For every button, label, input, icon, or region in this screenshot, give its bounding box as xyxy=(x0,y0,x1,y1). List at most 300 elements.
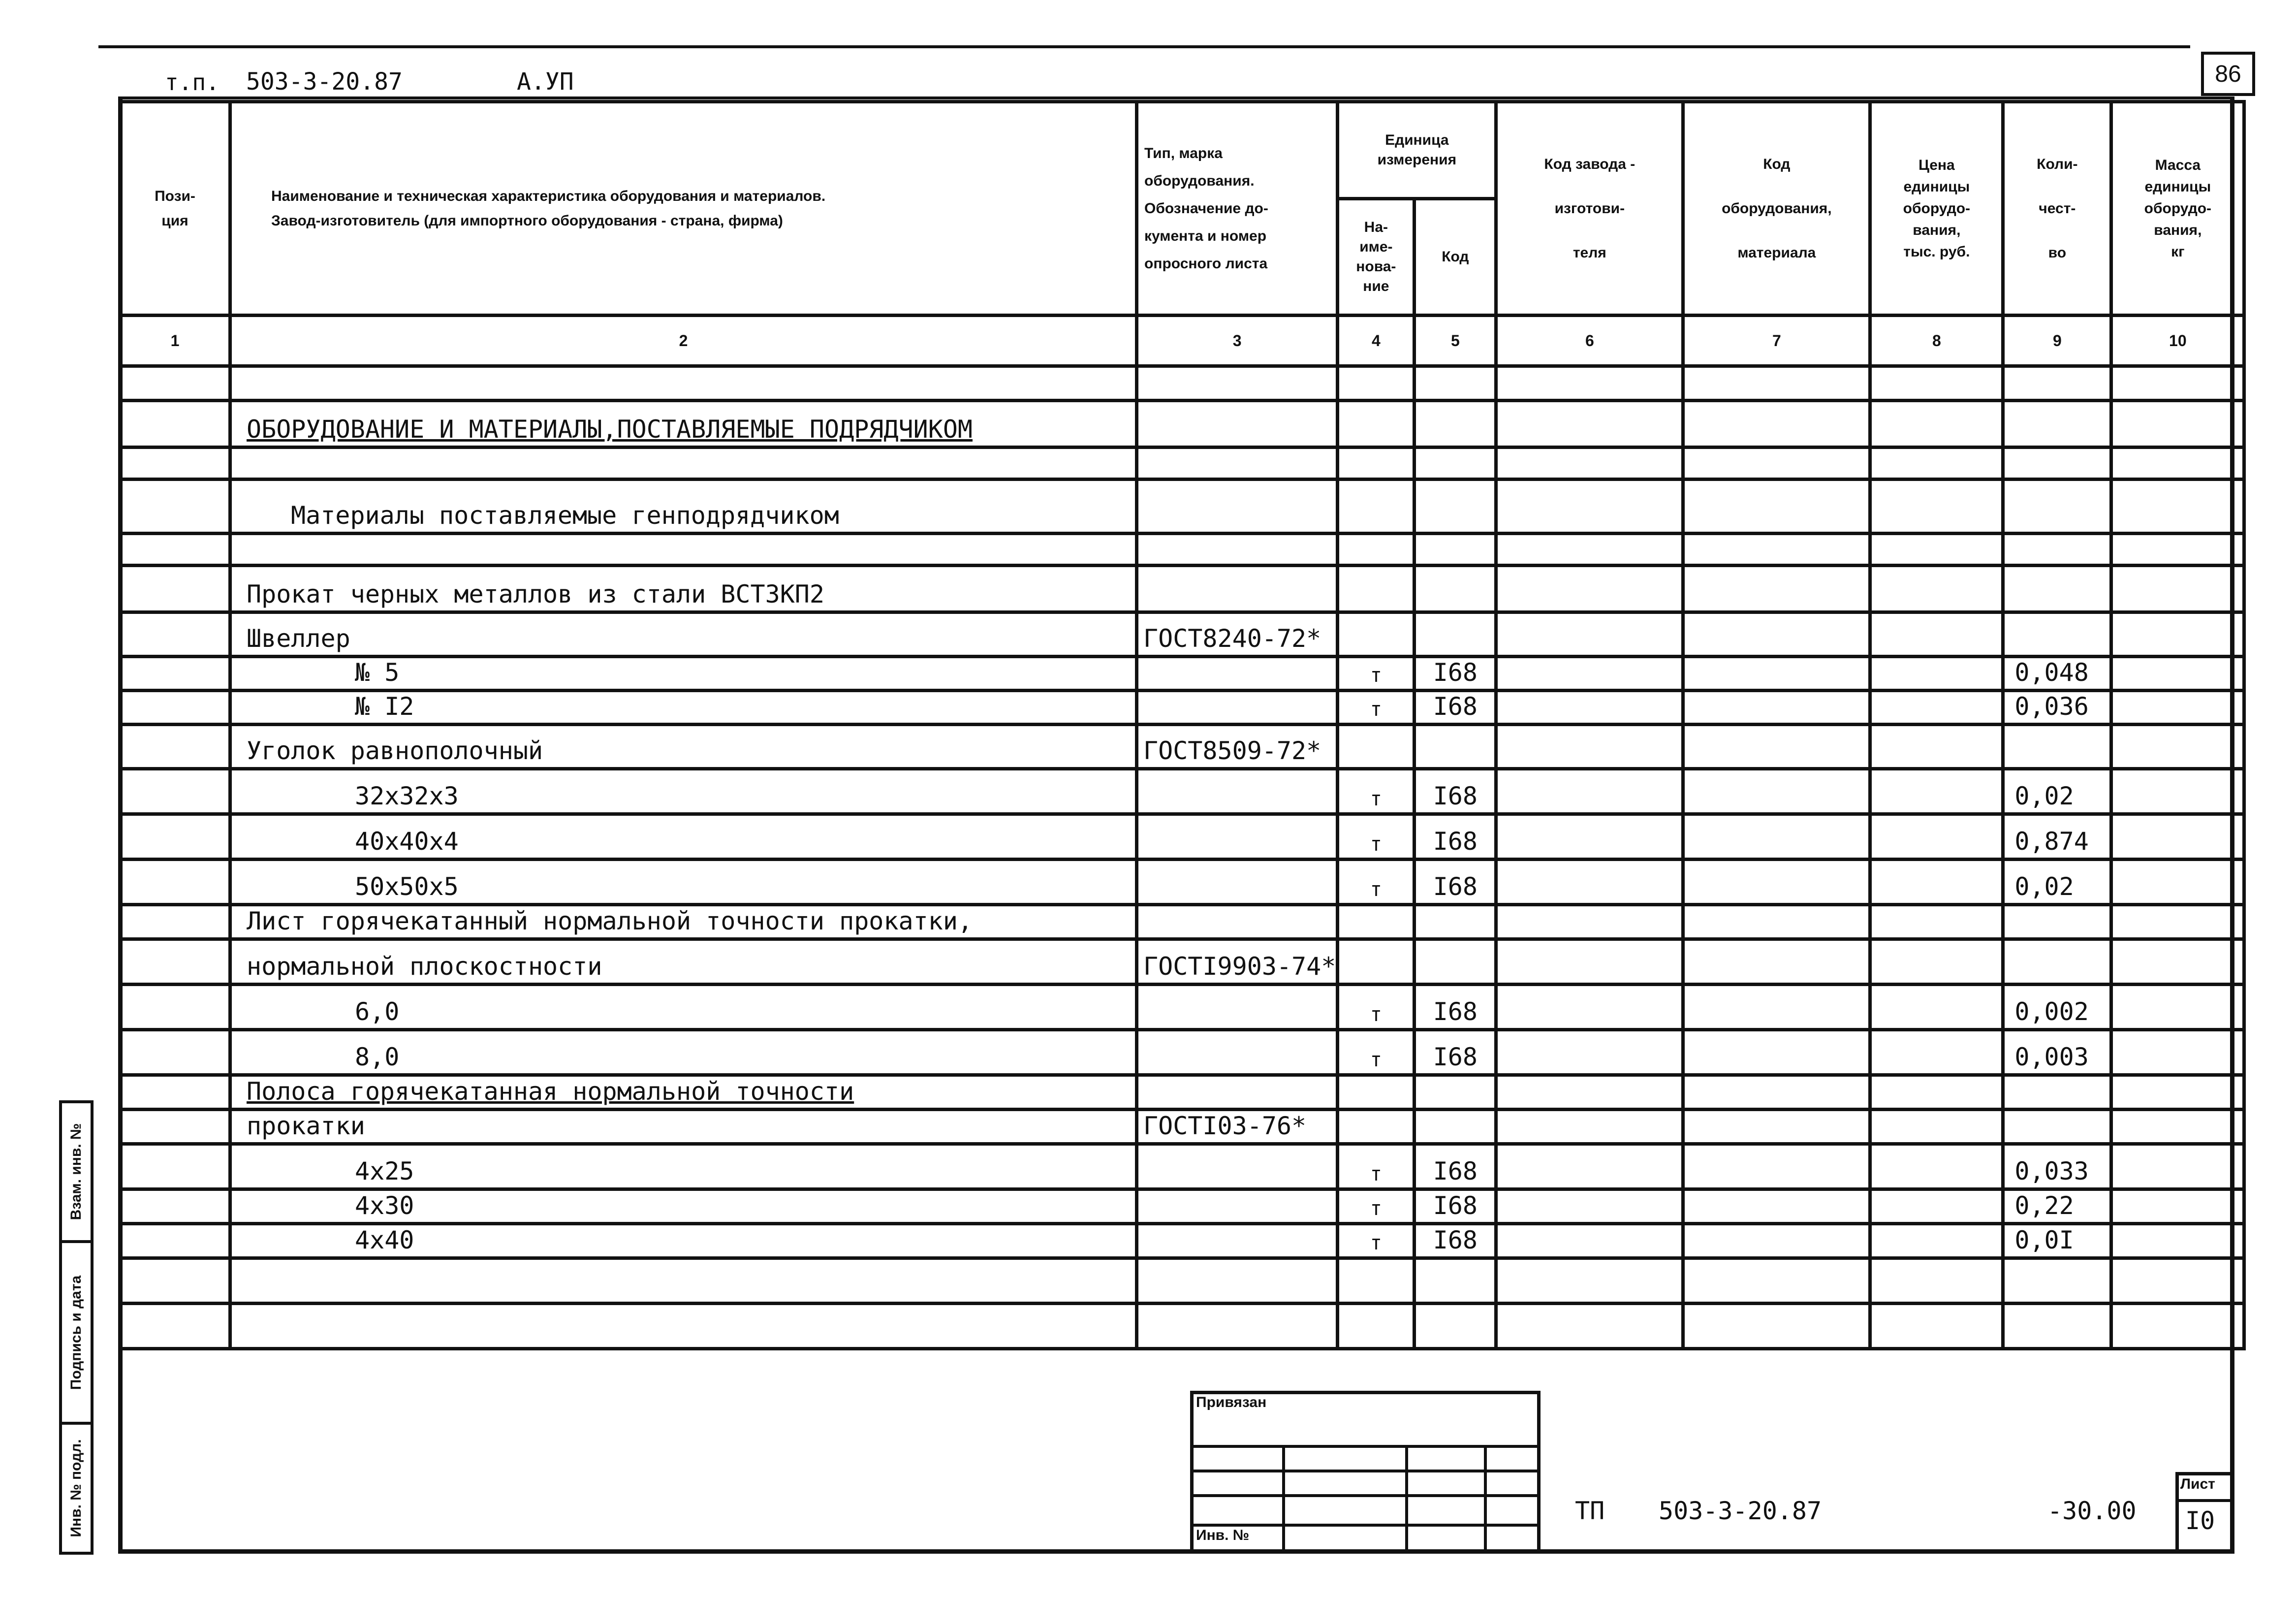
side-label-inv-replaced: Взам. инв. № xyxy=(59,1100,94,1243)
price-cell xyxy=(1870,401,2003,448)
table-row xyxy=(120,448,2244,480)
stamp-divider xyxy=(1282,1445,1285,1554)
unit-name-cell xyxy=(1338,769,1415,814)
doc-designation-cell xyxy=(1137,1075,1338,1110)
doc-designation-cell xyxy=(1137,691,1338,725)
unit-code-cell xyxy=(1415,448,1496,480)
mass-cell xyxy=(2111,612,2244,657)
position-cell xyxy=(120,985,230,1030)
doc-designation-cell xyxy=(1137,534,1338,566)
unit-name-text: т xyxy=(1370,1197,1382,1220)
item-name-text: № I2 xyxy=(355,692,414,721)
quantity-cell xyxy=(2003,1304,2111,1349)
quantity-cell xyxy=(2003,1144,2111,1189)
item-name-cell xyxy=(230,657,1137,691)
item-name-text: № 5 xyxy=(355,658,400,687)
col-number: 7 xyxy=(1683,316,1870,366)
position-cell xyxy=(120,566,230,612)
factory-code-cell xyxy=(1496,1189,1683,1224)
unit-code-cell xyxy=(1415,860,1496,905)
unit-name-text: т xyxy=(1370,1232,1382,1254)
position-cell xyxy=(120,1075,230,1110)
item-name-cell xyxy=(230,814,1137,860)
unit-name-cell xyxy=(1338,612,1415,657)
table-row xyxy=(120,566,2244,612)
unit-name-text: т xyxy=(1370,1049,1382,1071)
item-name-text: прокатки xyxy=(247,1112,365,1140)
material-code-cell xyxy=(1683,725,1870,769)
doc-designation-text: ГОСТI9903-74* xyxy=(1143,952,1336,981)
quantity-cell xyxy=(2003,534,2111,566)
unit-name-text: т xyxy=(1370,833,1382,856)
mass-cell xyxy=(2111,480,2244,534)
item-name-cell xyxy=(230,769,1137,814)
mass-cell xyxy=(2111,725,2244,769)
unit-code-cell xyxy=(1415,657,1496,691)
position-cell xyxy=(120,725,230,769)
mass-cell xyxy=(2111,1224,2244,1258)
item-name-cell xyxy=(230,939,1137,985)
col-unit-code-header: Код xyxy=(1415,199,1496,316)
quantity-cell xyxy=(2003,657,2111,691)
table-row xyxy=(120,1224,2244,1258)
quantity-cell xyxy=(2003,366,2111,401)
doc-designation-cell xyxy=(1137,1189,1338,1224)
unit-code-cell xyxy=(1415,1304,1496,1349)
item-name-cell xyxy=(230,480,1137,534)
doc-designation-text: ГОСТ8240-72* xyxy=(1143,624,1321,653)
unit-code-cell xyxy=(1415,566,1496,612)
factory-code-cell xyxy=(1496,905,1683,939)
price-cell xyxy=(1870,1030,2003,1075)
price-cell xyxy=(1870,939,2003,985)
item-name-cell xyxy=(230,1075,1137,1110)
unit-code-text: I68 xyxy=(1433,692,1478,721)
doc-designation-cell xyxy=(1137,1030,1338,1075)
item-name-cell xyxy=(230,985,1137,1030)
col-price-header: Цена единицы оборудо- вания, тыс. руб. xyxy=(1870,102,2003,316)
unit-code-cell xyxy=(1415,480,1496,534)
sheet-number: I0 xyxy=(2185,1506,2215,1535)
mass-cell xyxy=(2111,1304,2244,1349)
mass-cell xyxy=(2111,534,2244,566)
position-cell xyxy=(120,1304,230,1349)
col-material-code-header: Код оборудования, материала xyxy=(1683,102,1870,316)
table-row xyxy=(120,725,2244,769)
unit-code-text: I68 xyxy=(1433,1226,1478,1254)
factory-code-cell xyxy=(1496,534,1683,566)
unit-code-cell xyxy=(1415,401,1496,448)
item-name-text: 40х40х4 xyxy=(355,827,459,856)
item-name-cell xyxy=(230,1258,1137,1304)
factory-code-cell xyxy=(1496,691,1683,725)
project-code: 503-3-20.87 xyxy=(246,68,403,96)
unit-name-cell xyxy=(1338,939,1415,985)
factory-code-cell xyxy=(1496,1224,1683,1258)
mass-cell xyxy=(2111,1144,2244,1189)
unit-code-text: I68 xyxy=(1433,1157,1478,1185)
doc-designation-cell xyxy=(1137,725,1338,769)
price-cell xyxy=(1870,1258,2003,1304)
top-rule xyxy=(98,45,2190,48)
unit-name-text: т xyxy=(1370,1163,1382,1185)
factory-code-cell xyxy=(1496,448,1683,480)
unit-code-cell xyxy=(1415,905,1496,939)
quantity-text: 0,048 xyxy=(2014,658,2089,687)
mass-cell xyxy=(2111,1189,2244,1224)
quantity-text: 0,22 xyxy=(2014,1191,2074,1220)
unit-name-cell xyxy=(1338,448,1415,480)
price-cell xyxy=(1870,1224,2003,1258)
unit-name-cell xyxy=(1338,725,1415,769)
item-name-cell xyxy=(230,366,1137,401)
table-row xyxy=(120,814,2244,860)
unit-code-cell xyxy=(1415,612,1496,657)
unit-name-cell xyxy=(1338,860,1415,905)
doc-designation-cell xyxy=(1137,1258,1338,1304)
position-cell xyxy=(120,769,230,814)
position-cell xyxy=(120,1189,230,1224)
material-code-cell xyxy=(1683,1304,1870,1349)
quantity-cell xyxy=(2003,612,2111,657)
col-number: 5 xyxy=(1415,316,1496,366)
table-row xyxy=(120,1189,2244,1224)
factory-code-cell xyxy=(1496,1258,1683,1304)
material-code-cell xyxy=(1683,1075,1870,1110)
material-code-cell xyxy=(1683,814,1870,860)
item-name-cell xyxy=(230,725,1137,769)
unit-name-cell xyxy=(1338,1030,1415,1075)
doc-designation-cell xyxy=(1137,366,1338,401)
table-row xyxy=(120,534,2244,566)
quantity-cell xyxy=(2003,1224,2111,1258)
col-number: 4 xyxy=(1338,316,1415,366)
side-label-inv-original: Инв. № подл. xyxy=(59,1422,94,1555)
item-name-text: Материалы поставляемые генподрядчиком xyxy=(291,501,839,530)
album-code: А.УП xyxy=(517,68,574,96)
mass-cell xyxy=(2111,1110,2244,1144)
stamp-series: ТП xyxy=(1575,1497,1605,1525)
stamp-rule xyxy=(1190,1524,1541,1527)
doc-designation-cell xyxy=(1137,985,1338,1030)
material-code-cell xyxy=(1683,1030,1870,1075)
sheet-box-rule xyxy=(2175,1499,2234,1502)
material-code-cell xyxy=(1683,905,1870,939)
position-cell xyxy=(120,657,230,691)
unit-name-cell xyxy=(1338,1189,1415,1224)
unit-code-text: I68 xyxy=(1433,782,1478,810)
quantity-cell xyxy=(2003,814,2111,860)
price-cell xyxy=(1870,985,2003,1030)
position-cell xyxy=(120,448,230,480)
position-cell xyxy=(120,534,230,566)
material-code-cell xyxy=(1683,366,1870,401)
unit-code-cell xyxy=(1415,1110,1496,1144)
unit-name-text: т xyxy=(1370,1003,1382,1026)
unit-code-cell xyxy=(1415,985,1496,1030)
factory-code-cell xyxy=(1496,769,1683,814)
col-number: 2 xyxy=(230,316,1137,366)
unit-name-cell xyxy=(1338,401,1415,448)
item-name-text: 4х25 xyxy=(355,1157,414,1185)
position-cell xyxy=(120,480,230,534)
doc-designation-cell xyxy=(1137,1224,1338,1258)
doc-designation-cell xyxy=(1137,939,1338,985)
price-cell xyxy=(1870,1110,2003,1144)
material-code-cell xyxy=(1683,566,1870,612)
unit-name-cell xyxy=(1338,566,1415,612)
side-label-signature-date: Подпись и дата xyxy=(59,1240,94,1425)
factory-code-cell xyxy=(1496,985,1683,1030)
price-cell xyxy=(1870,860,2003,905)
factory-code-cell xyxy=(1496,814,1683,860)
table-row xyxy=(120,1030,2244,1075)
quantity-cell xyxy=(2003,1030,2111,1075)
material-code-cell xyxy=(1683,612,1870,657)
unit-name-cell xyxy=(1338,1075,1415,1110)
unit-code-text: I68 xyxy=(1433,1043,1478,1071)
unit-code-cell xyxy=(1415,1189,1496,1224)
item-name-cell xyxy=(230,534,1137,566)
quantity-text: 0,036 xyxy=(2014,692,2089,721)
factory-code-cell xyxy=(1496,366,1683,401)
unit-code-cell xyxy=(1415,939,1496,985)
doc-designation-cell xyxy=(1137,905,1338,939)
item-name-text: 50х50х5 xyxy=(355,872,459,901)
position-cell xyxy=(120,1224,230,1258)
material-code-cell xyxy=(1683,860,1870,905)
doc-designation-cell xyxy=(1137,657,1338,691)
stamp-designation: 503-3-20.87 xyxy=(1659,1497,1822,1525)
quantity-cell xyxy=(2003,860,2111,905)
table-row xyxy=(120,1075,2244,1110)
unit-name-cell xyxy=(1338,1224,1415,1258)
col-number: 10 xyxy=(2111,316,2244,366)
item-name-cell xyxy=(230,1304,1137,1349)
item-name-cell xyxy=(230,1030,1137,1075)
unit-code-cell xyxy=(1415,1144,1496,1189)
quantity-cell xyxy=(2003,939,2111,985)
position-cell xyxy=(120,401,230,448)
unit-code-cell xyxy=(1415,1258,1496,1304)
col-name-header: Наименование и техническая характеристика оборудования и материалов. Завод-изготовитель (для импортного оборудования - страна, фирма) xyxy=(230,102,1137,316)
stamp-divider xyxy=(1484,1445,1487,1554)
col-number: 6 xyxy=(1496,316,1683,366)
unit-name-text: т xyxy=(1370,788,1382,810)
position-cell xyxy=(120,814,230,860)
stamp-rule xyxy=(1190,1445,1541,1448)
item-name-text: 4х30 xyxy=(355,1191,414,1220)
position-cell xyxy=(120,1030,230,1075)
price-cell xyxy=(1870,691,2003,725)
material-code-cell xyxy=(1683,448,1870,480)
material-code-cell xyxy=(1683,769,1870,814)
col-type-header: Тип, марка оборудования. Обозначение до- кумента и номер опросного листа xyxy=(1137,102,1338,316)
col-number: 3 xyxy=(1137,316,1338,366)
mass-cell xyxy=(2111,1258,2244,1304)
unit-code-cell xyxy=(1415,1224,1496,1258)
item-name-cell xyxy=(230,612,1137,657)
position-cell xyxy=(120,366,230,401)
mass-cell xyxy=(2111,985,2244,1030)
unit-code-cell xyxy=(1415,1075,1496,1110)
mass-cell xyxy=(2111,814,2244,860)
material-code-cell xyxy=(1683,1189,1870,1224)
factory-code-cell xyxy=(1496,401,1683,448)
mass-cell xyxy=(2111,939,2244,985)
doc-designation-cell xyxy=(1137,566,1338,612)
material-code-cell xyxy=(1683,534,1870,566)
item-name-text: Лист горячекатанный нормальной точности прокатки, xyxy=(247,907,973,935)
material-code-cell xyxy=(1683,939,1870,985)
item-name-text: 32х32х3 xyxy=(355,782,459,810)
item-name-text: 8,0 xyxy=(355,1043,400,1071)
inv-number-label: Инв. № xyxy=(1196,1527,1250,1543)
price-cell xyxy=(1870,1189,2003,1224)
material-code-cell xyxy=(1683,657,1870,691)
stamp-rule xyxy=(1190,1494,1541,1497)
price-cell xyxy=(1870,905,2003,939)
stamp-suffix: -30.00 xyxy=(2047,1497,2137,1525)
mass-cell xyxy=(2111,691,2244,725)
mass-cell xyxy=(2111,401,2244,448)
position-cell xyxy=(120,860,230,905)
unit-code-cell xyxy=(1415,534,1496,566)
item-name-cell xyxy=(230,860,1137,905)
price-cell xyxy=(1870,1075,2003,1110)
column-numbers-row xyxy=(120,316,2244,366)
table-row xyxy=(120,769,2244,814)
factory-code-cell xyxy=(1496,1110,1683,1144)
factory-code-cell xyxy=(1496,939,1683,985)
factory-code-cell xyxy=(1496,1304,1683,1349)
price-cell xyxy=(1870,448,2003,480)
table-row xyxy=(120,1304,2244,1349)
doc-designation-cell xyxy=(1137,1144,1338,1189)
unit-name-cell xyxy=(1338,691,1415,725)
stamp-divider xyxy=(1405,1445,1408,1554)
quantity-text: 0,874 xyxy=(2014,827,2089,856)
doc-designation-cell xyxy=(1137,480,1338,534)
material-code-cell xyxy=(1683,1224,1870,1258)
stamp-rule xyxy=(1190,1470,1541,1472)
material-code-cell xyxy=(1683,1258,1870,1304)
factory-code-cell xyxy=(1496,480,1683,534)
quantity-cell xyxy=(2003,691,2111,725)
col-position-header: Пози- ция xyxy=(120,102,230,316)
item-name-text: ОБОРУДОВАНИЕ И МАТЕРИАЛЫ,ПОСТАВЛЯЕМЫЕ ПОДРЯДЧИКОМ xyxy=(247,415,973,444)
price-cell xyxy=(1870,657,2003,691)
factory-code-cell xyxy=(1496,860,1683,905)
quantity-cell xyxy=(2003,401,2111,448)
quantity-text: 0,033 xyxy=(2014,1157,2089,1185)
unit-name-cell xyxy=(1338,905,1415,939)
doc-designation-cell xyxy=(1137,401,1338,448)
price-cell xyxy=(1870,534,2003,566)
table-row xyxy=(120,366,2244,401)
item-name-text: нормальной плоскостности xyxy=(247,952,602,981)
price-cell xyxy=(1870,725,2003,769)
unit-name-text: т xyxy=(1370,698,1382,721)
factory-code-cell xyxy=(1496,566,1683,612)
unit-name-cell xyxy=(1338,985,1415,1030)
unit-code-cell xyxy=(1415,1030,1496,1075)
item-name-text: Швеллер xyxy=(247,624,350,653)
doc-designation-cell xyxy=(1137,860,1338,905)
quantity-cell xyxy=(2003,1189,2111,1224)
material-code-cell xyxy=(1683,985,1870,1030)
item-name-cell xyxy=(230,1110,1137,1144)
col-number: 9 xyxy=(2003,316,2111,366)
unit-name-cell xyxy=(1338,814,1415,860)
table-row xyxy=(120,480,2244,534)
item-name-cell xyxy=(230,905,1137,939)
unit-name-text: т xyxy=(1370,878,1382,901)
mass-cell xyxy=(2111,448,2244,480)
table-row xyxy=(120,612,2244,657)
price-cell xyxy=(1870,566,2003,612)
position-cell xyxy=(120,1144,230,1189)
material-code-cell xyxy=(1683,691,1870,725)
unit-code-cell xyxy=(1415,769,1496,814)
doc-designation-cell xyxy=(1137,1110,1338,1144)
mass-cell xyxy=(2111,566,2244,612)
table-row xyxy=(120,691,2244,725)
item-name-text: 6,0 xyxy=(355,997,400,1026)
quantity-cell xyxy=(2003,448,2111,480)
page-number: 86 xyxy=(2201,52,2255,96)
price-cell xyxy=(1870,1144,2003,1189)
table-row xyxy=(120,939,2244,985)
quantity-cell xyxy=(2003,1110,2111,1144)
table-row xyxy=(120,1144,2244,1189)
mass-cell xyxy=(2111,657,2244,691)
unit-name-cell xyxy=(1338,1144,1415,1189)
table-row xyxy=(120,985,2244,1030)
price-cell xyxy=(1870,769,2003,814)
item-name-cell xyxy=(230,691,1137,725)
unit-code-cell xyxy=(1415,691,1496,725)
unit-name-text: т xyxy=(1370,664,1382,687)
quantity-cell xyxy=(2003,1075,2111,1110)
unit-name-cell xyxy=(1338,366,1415,401)
quantity-cell xyxy=(2003,566,2111,612)
doc-designation-cell xyxy=(1137,1304,1338,1349)
item-name-cell xyxy=(230,401,1137,448)
position-cell xyxy=(120,612,230,657)
quantity-text: 0,0I xyxy=(2014,1226,2074,1254)
factory-code-cell xyxy=(1496,1030,1683,1075)
quantity-cell xyxy=(2003,725,2111,769)
price-cell xyxy=(1870,366,2003,401)
item-name-text: Уголок равнополочный xyxy=(247,736,543,765)
table-row xyxy=(120,860,2244,905)
factory-code-cell xyxy=(1496,612,1683,657)
table-row xyxy=(120,905,2244,939)
quantity-cell xyxy=(2003,1258,2111,1304)
mass-cell xyxy=(2111,860,2244,905)
doc-designation-text: ГОСТI03-76* xyxy=(1143,1112,1307,1140)
table-row xyxy=(120,1110,2244,1144)
doc-designation-cell xyxy=(1137,769,1338,814)
col-number: 8 xyxy=(1870,316,2003,366)
mass-cell xyxy=(2111,769,2244,814)
position-cell xyxy=(120,939,230,985)
price-cell xyxy=(1870,612,2003,657)
mass-cell xyxy=(2111,1030,2244,1075)
factory-code-cell xyxy=(1496,1144,1683,1189)
quantity-text: 0,02 xyxy=(2014,872,2074,901)
